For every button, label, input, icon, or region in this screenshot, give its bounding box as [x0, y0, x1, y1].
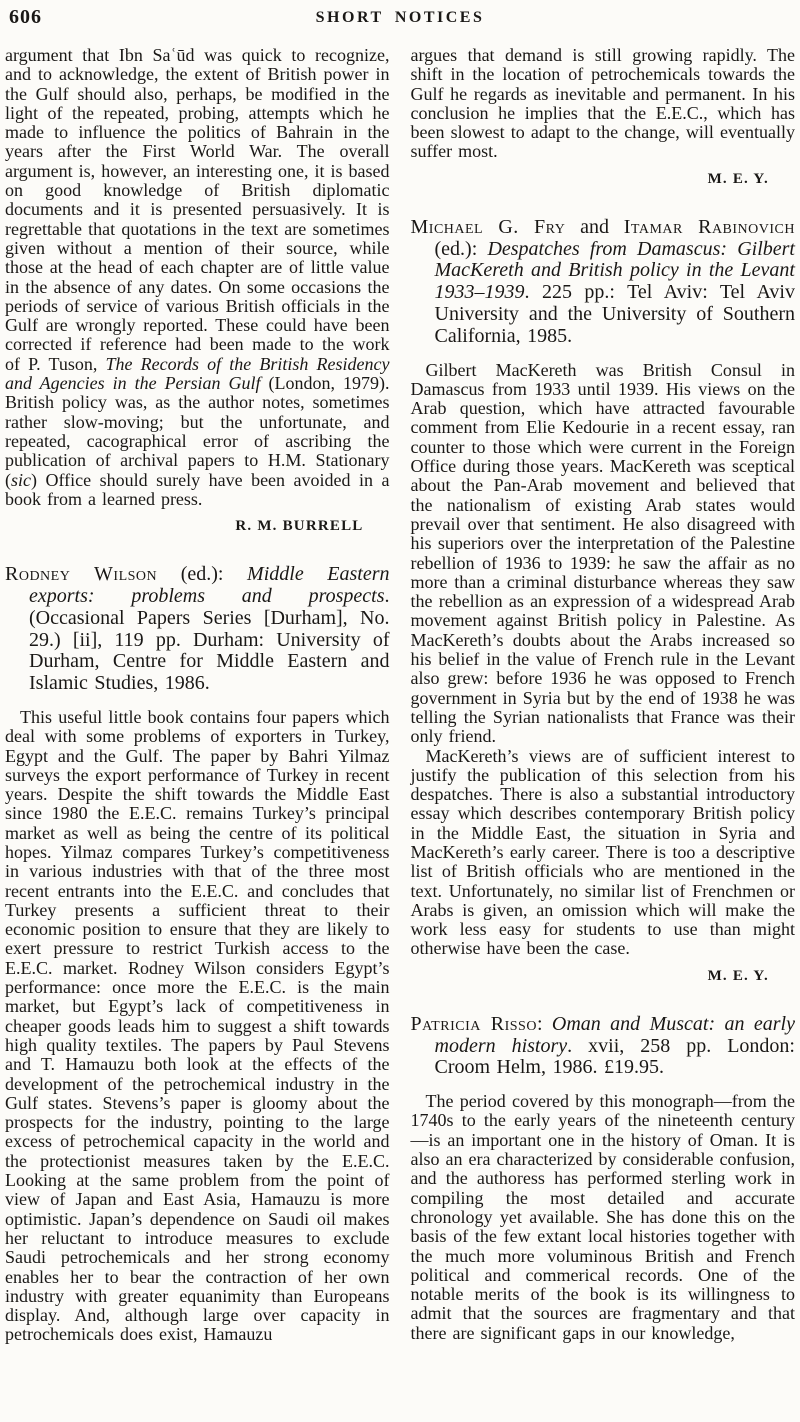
wilson-review-paragraph: This useful little book contains four papers which deal with some problems of exporters in Turkey, Egypt and the Gulf. The paper by Bahri Yilmaz surveys the export performance of Turkey in recent years. Despite the shift towards the Middle East since 1980 the E.E.C. remains Turkey’s principal market as well as being the centre of its political hopes. Yilmaz compares Turkey’s competitiveness in various industries with that of the three most recent entrants into the E.E.C. and concludes that Turkey presents a sufficient threat to their economic position to ensure that they are likely to exert pressure to restrict Turkish access to the E.E.C. market. Rodney Wilson considers Egypt’s performance: once more the E.E.C. is the main market, but Egypt’s lack of competitiveness in cheaper goods leads him to suggest a shift towards high quality textiles. The papers by Paul Stevens and T. Hamauzu both look at the effects of the development of the petrochemical industry in the Gulf states. Stevens’s paper is gloomy about the prospects for the industry, pointing to the large excess of petrochemical capacity in the world and the protectionist measures taken by the E.E.C. Looking at the same problem from the point of view of Japan and East Asia, Hamauzu is more optimistic. Japan’s dependence on Saudi oil makes her reluctant to introduce measures to exclude Saudi petrochemicals and her strong economy enables her to bear the contraction of her own industry with greater equanimity than Europeans display. And, although large over capacity in petrochemicals does exist, Hamauzu	[5, 706, 390, 1345]
two-column-layout	[5, 46, 795, 1345]
heading-text: (ed.):	[157, 563, 248, 586]
right-column	[411, 46, 796, 1343]
book-title: Middle Eastern exports: problems and prospects	[29, 563, 390, 607]
author-name: Rodney Wilson	[5, 563, 158, 586]
left-column	[5, 46, 390, 1345]
reviewer-signature: M. E. Y.	[707, 170, 769, 187]
running-head: SHORT NOTICES	[315, 9, 485, 26]
heading-text: :	[536, 1012, 552, 1035]
reviewer-signature: M. E. Y.	[707, 967, 769, 984]
book-title: Oman and Muscat: an early modern history	[434, 1012, 795, 1057]
fry-review-paragraph-2: MacKereth’s views are of sufficient interest to justify the publication of this selection from his despatches. There is also a substantial introductory essay which describes contemporary British policy in the Middle East, the situation in Syria and MacKereth’s early career. There is too a descriptive list of British officials who are mentioned in the text. Unfortunately, no similar list of Frenchmen or Arabs is given, an omission which will make the work less easy for students to use than might otherwise have been the case.	[410, 745, 795, 959]
sic-note: sic	[11, 469, 31, 490]
book-title: Despatches from Damascus: Gilbert MacKereth and British policy in the Levant 1933–1939	[434, 237, 795, 304]
book-title: The Records of the British Residency and Agencies in the Persian Gulf	[5, 353, 390, 394]
review-text: argument that Ibn Saʿūd was quick to recognize, and to acknowledge, the extent of British power in the Gulf should also, perhaps, be modified in the light of the repeated, probing, attempts which he made to influence the politics of Bahrain in the years after the First World War. The overall argument is, however, an interesting one, it is based on good knowledge of British diplomatic documents and it is presented persuasively. It is regrettable that quotations in the text are sometimes given without a mention of their source, while those at the head of each chapter are of little value in the absence of any dates. On some occasions the periods of service of various British officials in the Gulf are wrongly reported. These could have been corrected if reference had been made to the work of P. Tuson,	[5, 45, 390, 374]
imprint-text: . 225 pp.: Tel Aviv: Tel Aviv University and the University of Southern California, 1985.	[434, 281, 795, 347]
risso-review-heading	[411, 1014, 796, 1079]
author-name: Michael G. Fry	[410, 215, 566, 238]
author-name: Patricia Risso	[410, 1012, 537, 1035]
heading-text: and	[565, 215, 624, 238]
fry-review-heading	[411, 217, 796, 348]
page-number: 606	[9, 6, 42, 28]
author-name: Itamar Rabinovich	[623, 215, 795, 238]
fry-review-paragraph-1: Gilbert MacKereth was British Consul in Damascus from 1933 until 1939. His views on the Arab question, which have attracted favourable comment from Elie Kedourie in a recent essay, ran counter to those which were current in the Foreign Office during those years. MacKereth was sceptical about the Pan-Arab movement and believed that the nationalism of existing Arab states would prevail over that sentiment. He also disagreed with his superiors over the interpretation of the Palestine rebellion of 1936 to 1939: he saw the affair as no more than a criminal disturbance whereas they saw the rebellion as an expression of a widespread Arab movement against British policy in Palestine. As MacKereth’s doubts about the Arabs increased so his belief in the value of French rule in the Levant also grew: before 1936 he was opposed to French government in Syria but by the end of 1938 he was telling the Syrian nationalists that France was their only friend.	[410, 359, 795, 747]
imprint-text: . (Occasional Papers Series [Durham], No. 29.) [ii], 119 pp. Durham: University of Durham, Centre for Middle Eastern and Islamic Studies, 1986.	[29, 584, 390, 695]
wilson-review-heading	[5, 564, 390, 695]
review-text: (London, 1979). British policy was, as the author notes, sometimes rather slow-moving; but the unfortunate, and repeated, cacographical error of ascribing the publication of archival papers to H.M. Stationary (	[5, 373, 390, 490]
risso-review-paragraph: The period covered by this monograph—from the 1740s to the early years of the nineteenth century—is an important one in the history of Oman. It is also an era characterized by considerable confusion, and the authoress has performed sterling work in compiling the most detailed and accurate chronology yet available. She has done this on the basis of the few extant local histories together with the much more voluminous British and French political and commerical records. One of the notable merits of the book is its willingness to admit that the sources are fragmentary and that there are significant gaps in our knowledge,	[410, 1091, 795, 1343]
reviewer-signature: R. M. BURRELL	[235, 518, 364, 535]
imprint-text: . xvii, 258 pp. London: Croom Helm, 1986. £19.95.	[434, 1034, 795, 1079]
page-header	[5, 6, 795, 46]
burrell-review-paragraph	[5, 46, 390, 509]
review-text: ) Office should surely have been avoided in a book from a learned press.	[5, 469, 390, 509]
wilson-review-continuation: argues that demand is still growing rapidly. The shift in the location of petrochemicals towards the Gulf he regards as inevitable and permanent. In his conclusion he implies that the E.E.C., which has been slowest to adapt to the change, will eventually suffer most.	[410, 45, 795, 162]
heading-text: (ed.):	[434, 237, 488, 260]
